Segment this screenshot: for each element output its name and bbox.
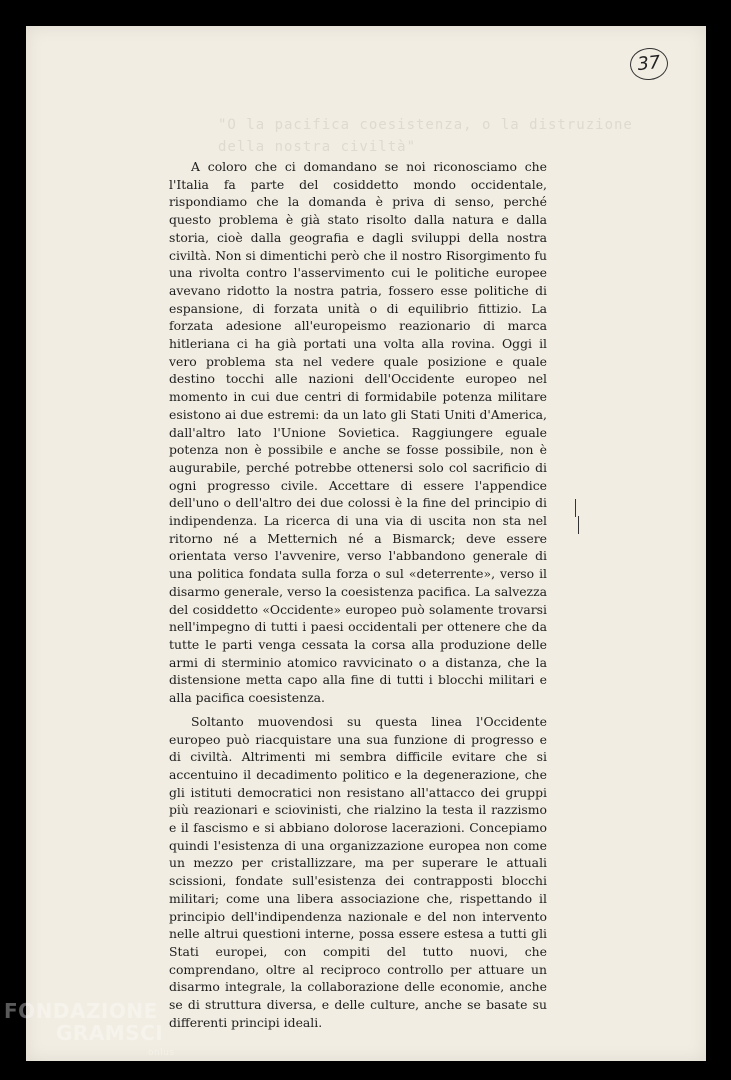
fondazione-gramsci-logo bbox=[4, 1000, 175, 1064]
bleed-line: della nostra civiltà" bbox=[218, 139, 417, 155]
document-page bbox=[26, 26, 706, 1061]
margin-mark bbox=[575, 499, 578, 517]
bleed-line: "O la pacifica coesistenza, o la distruzione bbox=[218, 117, 633, 133]
paragraph: Soltanto muovendosi su questa linea l'Occidente europeo può riacquistare una sua funzione di progresso e di civiltà. Altrimenti mi sembra difficile evitare che si accentuino il decadimento politico e la degenerazione, che gli istituti democratici non resistano all'attacco dei gruppi più reazionari e sciovinisti, che rialzino la testa il razzismo e il fascismo e si abbiano dolorose lacerazioni. Concepiamo quindi l'esistenza di una organizzazione europea non come un mezzo per cristallizzare, ma per superare le attuali scissioni, fondate sull'esistenza dei contrapposti blocchi militari; come una libera associazione che, rispettando il principio dell'indipendenza nazionale e del non intervento nelle altrui questioni interne, possa essere estesa a tutti gli Stati europei, con compiti del tutto nuovi, che comprendano, oltre al reciproco controllo per attuare un disarmo integrale, la collaborazione delle economie, anche se di struttura diversa, e delle culture, anche se basate su differenti principi ideali. bbox=[169, 713, 547, 1030]
body-text bbox=[169, 158, 547, 1031]
paragraph: A coloro che ci domandano se noi riconosciamo che l'Italia fa parte del cosiddetto mondo occidentale, rispondiamo che la domanda è priva di senso, perché questo problema è già stato risolto dalla natura e dalla storia, cioè dalla geografia e dagli sviluppi della nostra civiltà. Non si dimentichi però che il nostro Risorgimento fu una rivolta contro l'asservimento cui le politiche europee avevano ridotto la nostra patria, fossero esse politiche di espansione, di forzata unità o di equilibrio fittizio. La forzata adesione all'europeismo reazionario di marca hitleriana ci ha già portati una volta alla rovina. Oggi il vero problema sta nel vedere quale posizione e quale destino tocchi alle nazioni dell'Occidente europeo nel momento in cui due centri di formidabile potenza militare esistono ai due estremi: da un lato gli Stati Uniti d'America, dall'altro lato l'Unione Sovietica. Raggiungere eguale potenza non è possibile e anche se fosse possibile, non è augurabile, perché potrebbe ottenersi solo col sacrificio di ogni progresso civile. Accettare di essere l'appendice dell'uno o dell'altro dei due colossi è la fine del principio di indipendenza. La ricerca di una via di uscita non sta nel ritorno né a Metternich né a Bismarck; deve essere orientata verso l'avvenire, verso l'abbandono generale di una politica fondata sulla forza o sul «deterrente», verso il disarmo generale, verso la coesistenza pacifica. La salvezza del cosiddetto «Occidente» europeo può solamente trovarsi nell'impegno di tutti i paesi occidentali per ottenere che da tutte le parti venga cessata la corsa alla produzione delle armi di sterminio atomico ravvicinato o a distanza, che la distensione metta capo alla fine di tutti i blocchi militari e alla pacifica coesistenza. bbox=[169, 159, 547, 706]
logo-line: GRAMSCI bbox=[56, 1021, 164, 1045]
bleed-through-text bbox=[218, 114, 633, 158]
logo-line: FONDAZIONE bbox=[4, 999, 158, 1023]
page-number: 37 bbox=[628, 46, 669, 82]
logo-line: onlus bbox=[148, 1048, 175, 1058]
margin-mark bbox=[578, 516, 581, 534]
